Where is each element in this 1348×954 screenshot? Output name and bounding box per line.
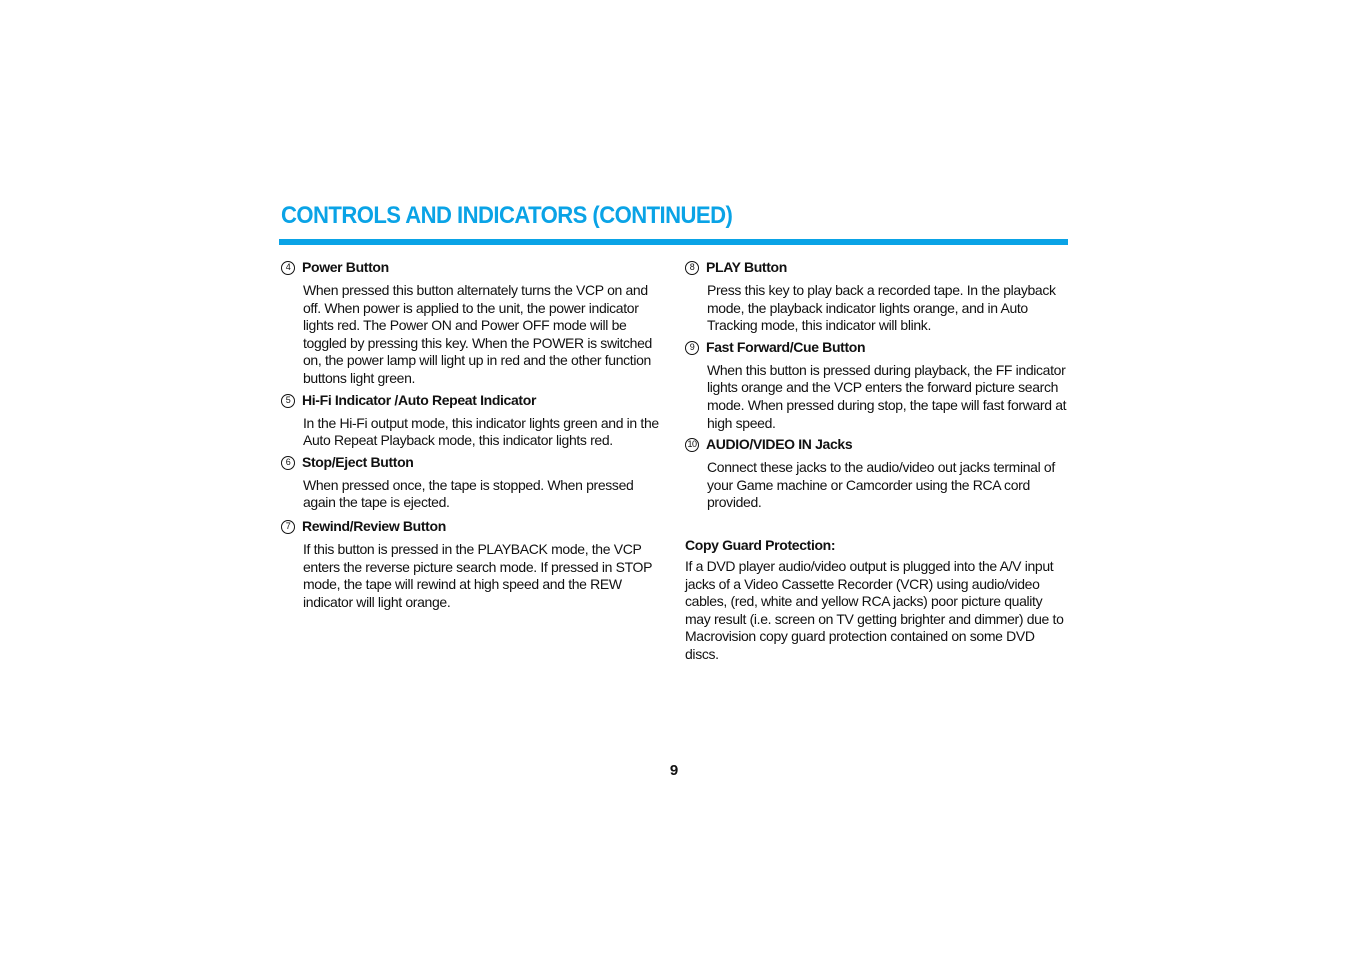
- circled-number-icon: 4: [281, 261, 295, 275]
- title-divider: [279, 239, 1068, 245]
- copy-guard-heading: Copy Guard Protection:: [685, 537, 836, 554]
- item-description: If this button is pressed in the PLAYBACK mode, the VCP enters the reverse picture search mode. If pressed in STOP mode, the tape will rewind at high speed and the REW indicator will light orange.: [303, 540, 652, 610]
- item-power-button: [281, 258, 663, 388]
- circled-number-icon: 8: [685, 261, 699, 275]
- item-heading: Hi-Fi Indicator /Auto Repeat Indicator: [302, 391, 537, 408]
- page-number: 9: [669, 762, 679, 779]
- item-rewind-review-button: [281, 517, 663, 611]
- item-hifi-indicator: [281, 391, 663, 450]
- copy-guard-text: If a DVD player audio/video output is plugged into the A/V input jacks of a Video Cassette Recorder (VCR) using audio/video cables, (red, white and yellow RCA jacks) poor picture quality may result (i.e. screen on TV getting brighter and dimmer) due to Macrovision copy guard protection contained on some DVD discs.: [685, 557, 1064, 662]
- item-fast-forward-button: [685, 338, 1069, 432]
- left-column: [281, 258, 663, 614]
- item-stop-eject-button: [281, 453, 663, 512]
- item-description: When pressed once, the tape is stopped. When pressed again the tape is ejected.: [303, 476, 634, 511]
- item-heading: Rewind/Review Button: [302, 518, 446, 535]
- circled-number-icon: 9: [685, 341, 699, 355]
- item-description: In the Hi-Fi output mode, this indicator lights green and in the Auto Repeat Playback mode, this indicator lights red.: [303, 414, 659, 449]
- item-description: Connect these jacks to the audio/video out jacks terminal of your Game machine or Camcorder using the RCA cord provided.: [707, 459, 1055, 511]
- item-play-button: [685, 258, 1069, 335]
- circled-number-icon: 10: [685, 438, 699, 452]
- item-description: When this button is pressed during playback, the FF indicator lights orange and the VCP enters the forward picture search mode. When pressed during stop, the tape will fast forward at high speed.: [707, 361, 1067, 431]
- item-description: Press this key to play back a recorded tape. In the playback mode, the playback indicator lights orange, and in Auto Tracking mode, this indicator will blink.: [707, 282, 1056, 334]
- item-description: When pressed this button alternately turns the VCP on and off. When power is applied to the unit, the power indicator lights red. The Power ON and Power OFF mode will be toggled by pressing this key. When the POWER is switched on, the power lamp will light up in red and the other function buttons light green.: [303, 282, 652, 386]
- item-heading: Power Button: [302, 259, 389, 276]
- item-heading: Fast Forward/Cue Button: [706, 338, 866, 355]
- circled-number-icon: 6: [281, 456, 295, 470]
- circled-number-icon: 5: [281, 394, 295, 408]
- item-heading: PLAY Button: [706, 259, 787, 276]
- right-column: [685, 258, 1069, 664]
- item-audio-video-jacks: [685, 435, 1069, 512]
- page-title: CONTROLS AND INDICATORS (CONTINUED): [281, 202, 733, 229]
- item-heading: Stop/Eject Button: [302, 453, 414, 470]
- circled-number-icon: 7: [281, 520, 295, 534]
- item-heading: AUDIO/VIDEO IN Jacks: [706, 436, 853, 453]
